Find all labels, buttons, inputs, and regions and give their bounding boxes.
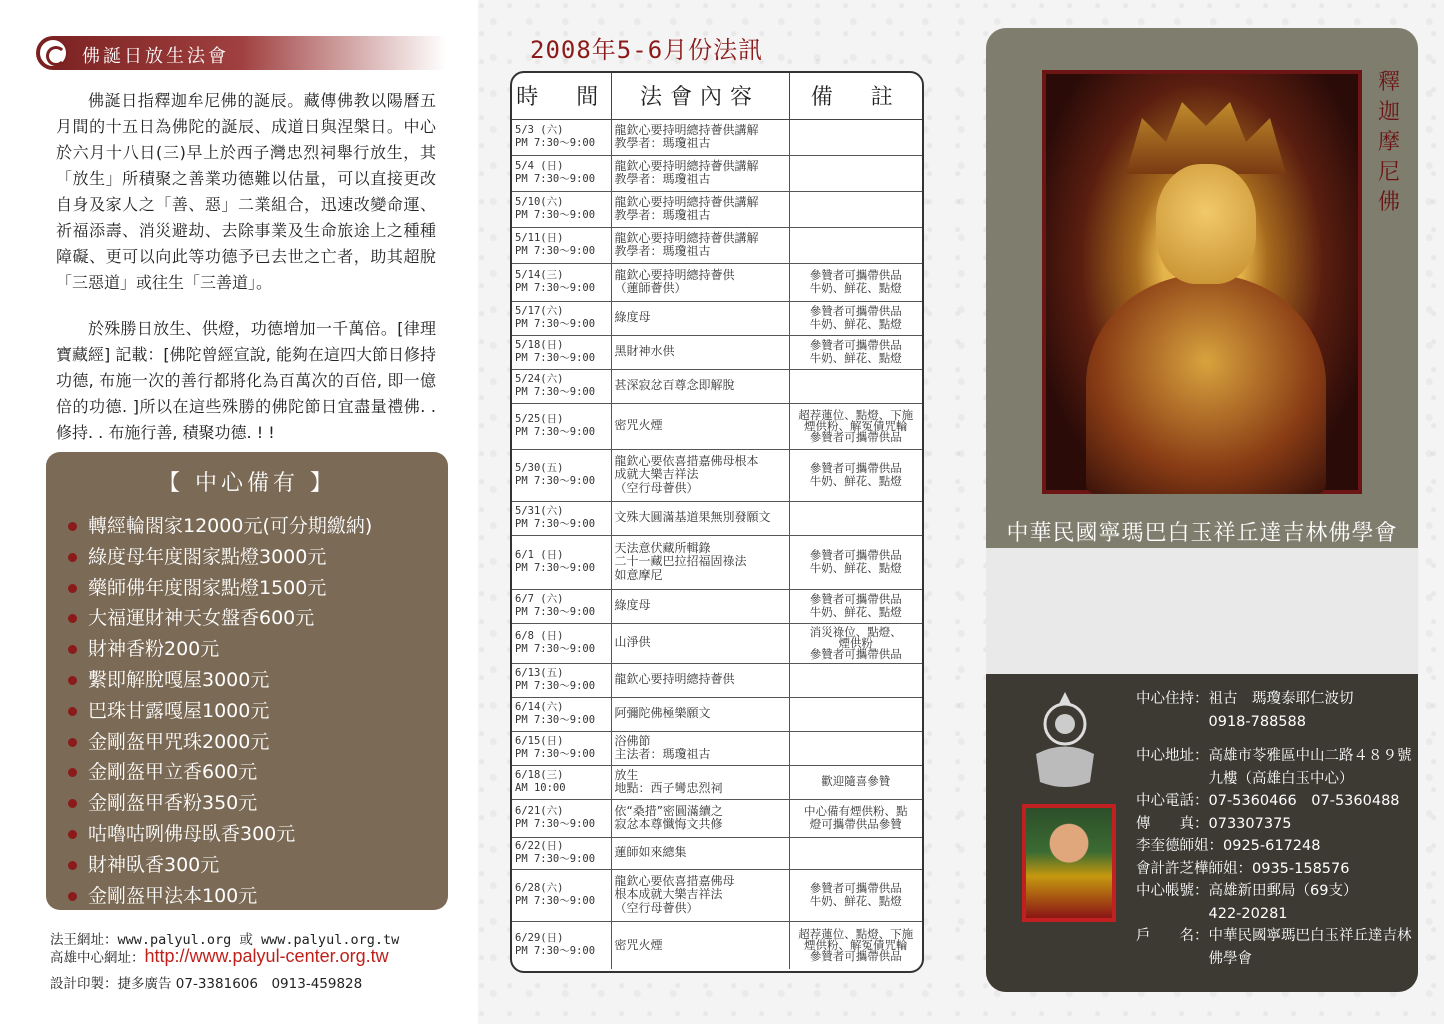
date-text: 6/22(日) [515, 839, 564, 852]
time-text: PM 7:30～9:00 [515, 318, 596, 330]
schedule-row [512, 697, 922, 731]
schedule-row [512, 119, 922, 155]
content-line: 龍欽心要持明總持薈供講解 [614, 194, 759, 209]
time-text: PM 7:30～9:00 [515, 209, 596, 221]
content-line: 蓮師如來總集 [614, 845, 687, 860]
date-text: 6/29(日) [515, 931, 564, 944]
offering-item: 金剛盔甲立香600元 [46, 757, 448, 788]
offerings-box [46, 452, 448, 910]
schedule-title: 2008年5-6月份法訊 [530, 36, 764, 64]
note-line: 牛奶、鮮花、點燈 [809, 561, 902, 575]
offering-item: 大福運財神天女盤香600元 [46, 603, 448, 634]
schedule-row [512, 535, 922, 589]
content-line: 阿彌陀佛極樂願文 [614, 706, 711, 721]
section-header [36, 36, 446, 70]
row-content [611, 301, 789, 335]
row-notes [789, 589, 922, 623]
row-notes [789, 799, 922, 837]
schedule-row [512, 335, 922, 369]
row-notes [789, 697, 922, 731]
content-line: （蓮師薈供） [614, 281, 687, 295]
content-line: 甚深寂忿百尊念即解脫 [614, 378, 735, 393]
row-notes [789, 535, 922, 589]
date-text: 6/21(六) [515, 804, 564, 817]
right-panel [960, 0, 1444, 1024]
col-notes: 備 註 [789, 73, 922, 119]
note-line: 中心備有煙供粉、點 [804, 803, 908, 818]
row-notes [789, 227, 922, 263]
note-line: 參贊者可攜帶供品 [809, 460, 902, 475]
row-content [611, 369, 789, 403]
col-time: 時 間 [512, 73, 611, 119]
row-notes [789, 155, 922, 191]
date-text: 5/10(六) [515, 195, 564, 208]
content-line: 龍欽心要持明總持薈供講解 [614, 158, 759, 173]
schedule-row [512, 869, 922, 921]
time-text: PM 7:30～9:00 [515, 562, 596, 574]
row-notes [789, 369, 922, 403]
row-date [512, 921, 611, 969]
row-notes [789, 731, 922, 765]
date-text: 5/14(三) [515, 268, 564, 281]
date-text: 5/3 (六) [515, 123, 564, 136]
row-date [512, 335, 611, 369]
content-line: （空行母薈供） [614, 900, 699, 915]
row-content [611, 731, 789, 765]
info-line: 九樓（高雄白玉中心） [1136, 770, 1354, 787]
row-date [512, 155, 611, 191]
note-line: 參贊者可攜帶供品 [809, 646, 902, 661]
row-content [611, 765, 789, 799]
date-text: 6/28(六) [515, 881, 564, 894]
content-line: 根本成就大樂吉祥法 [614, 887, 723, 902]
offering-item: 繫即解脫嘎屋3000元 [46, 665, 448, 696]
center-site-link[interactable]: http://www.palyul-center.org.tw [144, 946, 389, 966]
note-line: 牛奶、鮮花、點燈 [809, 317, 902, 331]
time-text: PM 7:30～9:00 [515, 853, 596, 865]
date-text: 6/14(六) [515, 700, 564, 713]
row-date [512, 227, 611, 263]
time-text: PM 7:30～9:00 [515, 518, 596, 530]
time-text: AM 10:00 [515, 782, 566, 794]
time-text: PM 7:30～9:00 [515, 643, 596, 655]
note-line: 燈可攜帶供品參贊 [809, 817, 902, 831]
content-line: 龍欽心要持明總持薈供講解 [614, 230, 759, 245]
section-title: 佛誕日放生法會 [82, 46, 229, 67]
content-line: 教學者：瑪瓊祖古 [614, 244, 711, 258]
row-content [611, 403, 789, 449]
schedule-row [512, 403, 922, 449]
row-date [512, 837, 611, 869]
date-text: 5/17(六) [515, 304, 564, 317]
schedule-row [512, 263, 922, 301]
row-date [512, 535, 611, 589]
row-content [611, 697, 789, 731]
row-content [611, 663, 789, 697]
time-text: PM 7:30～9:00 [515, 945, 596, 958]
content-line: 成就大樂吉祥法 [614, 467, 699, 482]
content-line: 教學者：瑪瓊祖古 [614, 172, 711, 186]
row-date [512, 191, 611, 227]
time-text: PM 7:30～9:00 [515, 137, 596, 149]
offering-item: 金剛盔甲法本100元 [46, 881, 448, 912]
row-date [512, 663, 611, 697]
date-text: 5/24(六) [515, 372, 564, 385]
content-line: 龍欽心要持明總持薈供講解 [614, 122, 759, 137]
row-notes [789, 119, 922, 155]
date-text: 6/13(五) [515, 666, 564, 679]
info-line: 戶 名：中華民國寧瑪巴白玉祥丘達吉林 [1136, 928, 1412, 944]
contact-info [1136, 688, 1412, 970]
info-line: 中心地址：高雄市苓雅區中山二路４８９號 [1136, 748, 1412, 764]
content-line: （空行母薈供） [614, 480, 699, 495]
row-notes [789, 921, 922, 969]
time-text: PM 7:30～9:00 [515, 475, 596, 487]
middle-panel [478, 0, 960, 1024]
footer-center-site [50, 946, 389, 967]
time-text: PM 7:30～9:00 [515, 352, 596, 364]
birthday-description: 佛誕日指釋迦牟尼佛的誕辰。藏傳佛教以陽曆五月間的十五日為佛陀的誕辰、成道日與涅槃日。中心於六月十八日(三)早上於西子灣忠烈祠舉行放生，其「放生」所積聚之善業功德難以估量，可以直接更改自身及家人之「善、惡」二業組合，迅速改變命運、祈福添壽、消災避劫、去除事業及生命旅途上之種種障礙、更可以向此等功德予已去世之亡者，助其超脫「三惡道」或往生「三善道」。 [56, 91, 436, 292]
row-content [611, 119, 789, 155]
schedule-row [512, 663, 922, 697]
time-text: PM 7:30～9:00 [515, 282, 596, 294]
content-line: 教學者：瑪瓊祖古 [614, 136, 711, 150]
info-line: 傳 真：073307375 [1136, 815, 1292, 832]
footer-website: 法王網址：www.palyul.org 或 www.palyul.org.tw [50, 932, 400, 948]
row-notes [789, 869, 922, 921]
row-date [512, 119, 611, 155]
row-date [512, 765, 611, 799]
vertical-caption: 釋迦摩尼佛 [1377, 70, 1400, 215]
note-line: 牛奶、鮮花、點燈 [809, 605, 902, 619]
content-line: 教學者：瑪瓊祖古 [614, 208, 711, 222]
buddha-image [1042, 70, 1362, 494]
row-content [611, 799, 789, 837]
row-date [512, 799, 611, 837]
center-logo-icon [1026, 684, 1104, 796]
date-text: 6/15(日) [515, 734, 564, 747]
content-line: 山淨供 [614, 635, 651, 650]
content-line: 二十一藏巴拉招福固祿法 [614, 554, 747, 569]
time-text: PM 7:30～9:00 [515, 386, 596, 398]
row-date [512, 731, 611, 765]
time-text: PM 7:30～9:00 [515, 680, 596, 692]
row-notes [789, 263, 922, 301]
note-line: 牛奶、鮮花、點燈 [809, 281, 902, 295]
date-text: 6/18(三) [515, 768, 564, 781]
schedule-row [512, 369, 922, 403]
note-line: 參贊者可攜帶供品 [809, 429, 902, 444]
row-date [512, 501, 611, 535]
schedule-row [512, 765, 922, 799]
content-line: 密咒火煙 [614, 937, 663, 952]
note-line: 煙供粉、解冤債咒輪 [804, 418, 908, 433]
info-line: 中心住持：祖古 瑪瓊泰耶仁波切 [1136, 691, 1354, 707]
offering-item: 咕嚕咕咧佛母臥香300元 [46, 819, 448, 850]
info-line: 中心帳號：高雄新田郵局（69支） [1136, 883, 1358, 899]
content-line: 文殊大圓滿基道果無別發願文 [614, 510, 771, 525]
time-text: PM 7:30～9:00 [515, 818, 596, 830]
row-date [512, 697, 611, 731]
offering-item: 綠度母年度閤家點燈3000元 [46, 542, 448, 573]
offering-item: 財神香粉200元 [46, 634, 448, 665]
offering-item: 轉經輪閤家12000元(可分期繳納) [46, 511, 448, 542]
content-line: 依“桑措”密圓滿續之 [614, 803, 723, 818]
buddha-body [1086, 274, 1326, 494]
row-notes [789, 335, 922, 369]
date-text: 5/18(日) [515, 338, 564, 351]
row-content [611, 155, 789, 191]
row-date [512, 301, 611, 335]
col-content: 法會內容 [611, 73, 789, 119]
row-content [611, 449, 789, 501]
note-line: 牛奶、鮮花、點燈 [809, 894, 902, 908]
content-line: 密咒火煙 [614, 418, 663, 433]
pattern-band [986, 548, 1418, 674]
row-notes [789, 403, 922, 449]
center-site-label: 高雄中心網址： [50, 950, 145, 966]
content-line: 主法者：瑪瓊祖古 [614, 747, 711, 761]
row-notes [789, 501, 922, 535]
info-line: 0918-788588 [1136, 713, 1306, 730]
note-line: 參贊者可攜帶供品 [809, 303, 902, 318]
info-line [1136, 733, 1412, 745]
schedule-row [512, 589, 922, 623]
crown-icon [1126, 94, 1286, 174]
row-date [512, 449, 611, 501]
note-line: 參贊者可攜帶供品 [809, 337, 902, 352]
schedule-row [512, 921, 922, 969]
schedule-row [512, 837, 922, 869]
content-line: 放生 [614, 767, 639, 782]
note-line: 煙供粉 [838, 635, 873, 650]
content-line: 綠度母 [614, 310, 651, 325]
offering-item: 藥師佛年度閤家點燈1500元 [46, 573, 448, 604]
row-notes [789, 191, 922, 227]
row-date [512, 369, 611, 403]
dharma-wheel-icon [38, 38, 68, 68]
info-line: 會計許芝樺師姐：0935-158576 [1136, 860, 1350, 877]
note-line: 超荐蓮位、點燈、下施 [798, 926, 914, 941]
date-text: 5/31(六) [515, 504, 564, 517]
row-date [512, 263, 611, 301]
row-content [611, 191, 789, 227]
note-line: 參贊者可攜帶供品 [809, 591, 902, 606]
info-line: 中心電話：07-5360466 07-5360488 [1136, 793, 1400, 809]
content-line: 寂忿本尊懺悔文共修 [614, 817, 723, 831]
merit-description: 於殊勝日放生、供燈，功德增加一千萬倍。[律理寶藏經] 記載：[佛陀曾經宣說, 能夠在這四大節日修持功德, 布施一次的善行都將化為百萬次的百倍, 即一億倍的功德. ]所以在這些殊勝的佛陀節日宜盡量禮佛. . 修持. . 布施行善, 積聚功德. ! ! [56, 319, 436, 442]
time-text: PM 7:30～9:00 [515, 426, 596, 438]
note-line: 消災祿位、點燈、 [809, 624, 902, 639]
row-content [611, 589, 789, 623]
organization-name: 中華民國寧瑪巴白玉祥丘達吉林佛學會 [1006, 521, 1398, 546]
row-notes [789, 623, 922, 663]
offering-item: 財神臥香300元 [46, 850, 448, 881]
schedule-row [512, 623, 922, 663]
row-date [512, 589, 611, 623]
schedule-row [512, 501, 922, 535]
row-content [611, 227, 789, 263]
row-content [611, 335, 789, 369]
content-line: 黑財神水供 [614, 344, 675, 359]
buddha-face [1156, 164, 1256, 284]
content-line: 龍欽心要持明總持薈供 [614, 672, 735, 687]
content-line: 如意摩尼 [614, 567, 663, 582]
content-line: 龍欽心要依喜措嘉佛母 [614, 873, 735, 888]
time-text: PM 7:30～9:00 [515, 606, 596, 618]
time-text: PM 7:30～9:00 [515, 895, 596, 907]
row-notes [789, 837, 922, 869]
schedule-row [512, 155, 922, 191]
abbot-photo [1022, 804, 1116, 922]
row-notes [789, 663, 922, 697]
offerings-title: 【 中心備有 】 [158, 471, 336, 496]
date-text: 5/4 (日) [515, 159, 564, 172]
cover-card [986, 28, 1418, 992]
schedule-table [510, 71, 924, 973]
row-notes [789, 301, 922, 335]
time-text: PM 7:30～9:00 [515, 714, 596, 726]
row-notes [789, 765, 922, 799]
schedule-row [512, 227, 922, 263]
schedule-row [512, 191, 922, 227]
row-date [512, 869, 611, 921]
info-line: 李奎德師姐：0925-617248 [1136, 838, 1321, 854]
content-line: 天法意伏藏所輯錄 [614, 540, 711, 555]
footer-printing: 設計印製：捷多廣告 07-3381606 0913-459828 [50, 976, 363, 992]
offering-item: 巴珠甘露嘎屋1000元 [46, 696, 448, 727]
row-content [611, 837, 789, 869]
offering-item: 金剛盔甲香粉350元 [46, 788, 448, 819]
row-content [611, 263, 789, 301]
date-text: 5/11(日) [515, 231, 564, 244]
time-text: PM 7:30～9:00 [515, 173, 596, 185]
date-text: 5/30(五) [515, 461, 564, 474]
info-line: 422-20281 [1136, 905, 1288, 922]
date-text: 6/7 (六) [515, 592, 564, 605]
row-content [611, 535, 789, 589]
content-line: 浴佛節 [614, 733, 651, 748]
row-date [512, 623, 611, 663]
note-line: 參贊者可攜帶供品 [809, 880, 902, 895]
date-text: 6/1 (日) [515, 548, 564, 561]
content-line: 地點：西子彎忠烈祠 [614, 781, 723, 795]
time-text: PM 7:30～9:00 [515, 245, 596, 257]
row-content [611, 921, 789, 969]
row-content [611, 869, 789, 921]
row-notes [789, 449, 922, 501]
note-line: 煙供粉、解冤債咒輪 [804, 937, 908, 952]
note-line: 參贊者可攜帶供品 [809, 267, 902, 282]
left-panel [0, 0, 478, 1024]
note-line: 牛奶、鮮花、點燈 [809, 351, 902, 365]
content-line: 龍欽心要持明總持薈供 [614, 267, 735, 282]
row-content [611, 501, 789, 535]
content-line: 龍欽心要依喜措嘉佛母根本 [614, 453, 759, 468]
row-date [512, 403, 611, 449]
note-line: 參贊者可攜帶供品 [809, 948, 902, 963]
offering-item: 金剛盔甲咒珠2000元 [46, 727, 448, 758]
schedule-row [512, 799, 922, 837]
note-line: 超荐蓮位、點燈、下施 [798, 407, 914, 422]
note-line: 參贊者可攜帶供品 [809, 547, 902, 562]
note-line: 歡迎隨喜參贊 [821, 774, 891, 789]
schedule-row [512, 731, 922, 765]
row-content [611, 623, 789, 663]
note-line: 牛奶、鮮花、點燈 [809, 474, 902, 488]
schedule-row [512, 301, 922, 335]
info-line: 佛學會 [1136, 950, 1252, 967]
date-text: 6/8 (日) [515, 629, 564, 642]
content-line: 綠度母 [614, 598, 651, 613]
schedule-row [512, 449, 922, 501]
date-text: 5/25(日) [515, 412, 564, 425]
time-text: PM 7:30～9:00 [515, 748, 596, 760]
offerings-list [46, 511, 448, 911]
